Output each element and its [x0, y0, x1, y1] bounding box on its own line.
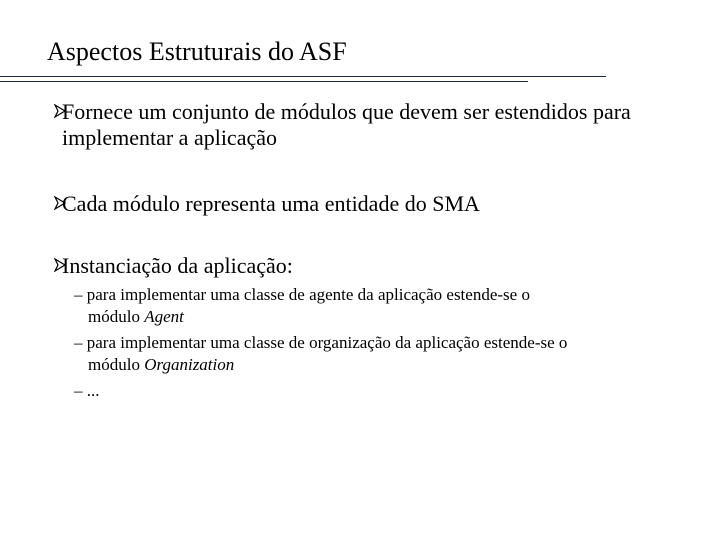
sub-bullet-item: [74, 380, 694, 402]
sub-bullet-line: – para implementar uma classe de organização da aplicação estende-se o: [74, 333, 568, 352]
sub-bullet-prefix: módulo: [88, 307, 145, 326]
sub-bullet-italic: Organization: [144, 355, 235, 374]
title-underline-top: [0, 76, 606, 77]
bullet-text: Cada módulo representa uma entidade do SMA: [62, 191, 480, 216]
sub-bullet-item: [74, 332, 694, 376]
sub-bullet-line: – para implementar uma classe de agente da aplicação estende-se o: [74, 285, 530, 304]
sub-bullet-item: [74, 284, 694, 328]
sub-bullet-prefix: módulo: [88, 355, 145, 374]
slide-title: Aspectos Estruturais do ASF: [47, 37, 347, 66]
bullet-text: Instanciação da aplicação:: [62, 253, 293, 278]
bullet-text: Fornece um conjunto de módulos que devem ser estendidos para implementar a aplicação: [62, 99, 631, 150]
sub-bullet-italic: Agent: [144, 307, 184, 326]
title-underline-bottom: [0, 81, 528, 82]
sub-bullet-line: – ...: [74, 381, 100, 400]
